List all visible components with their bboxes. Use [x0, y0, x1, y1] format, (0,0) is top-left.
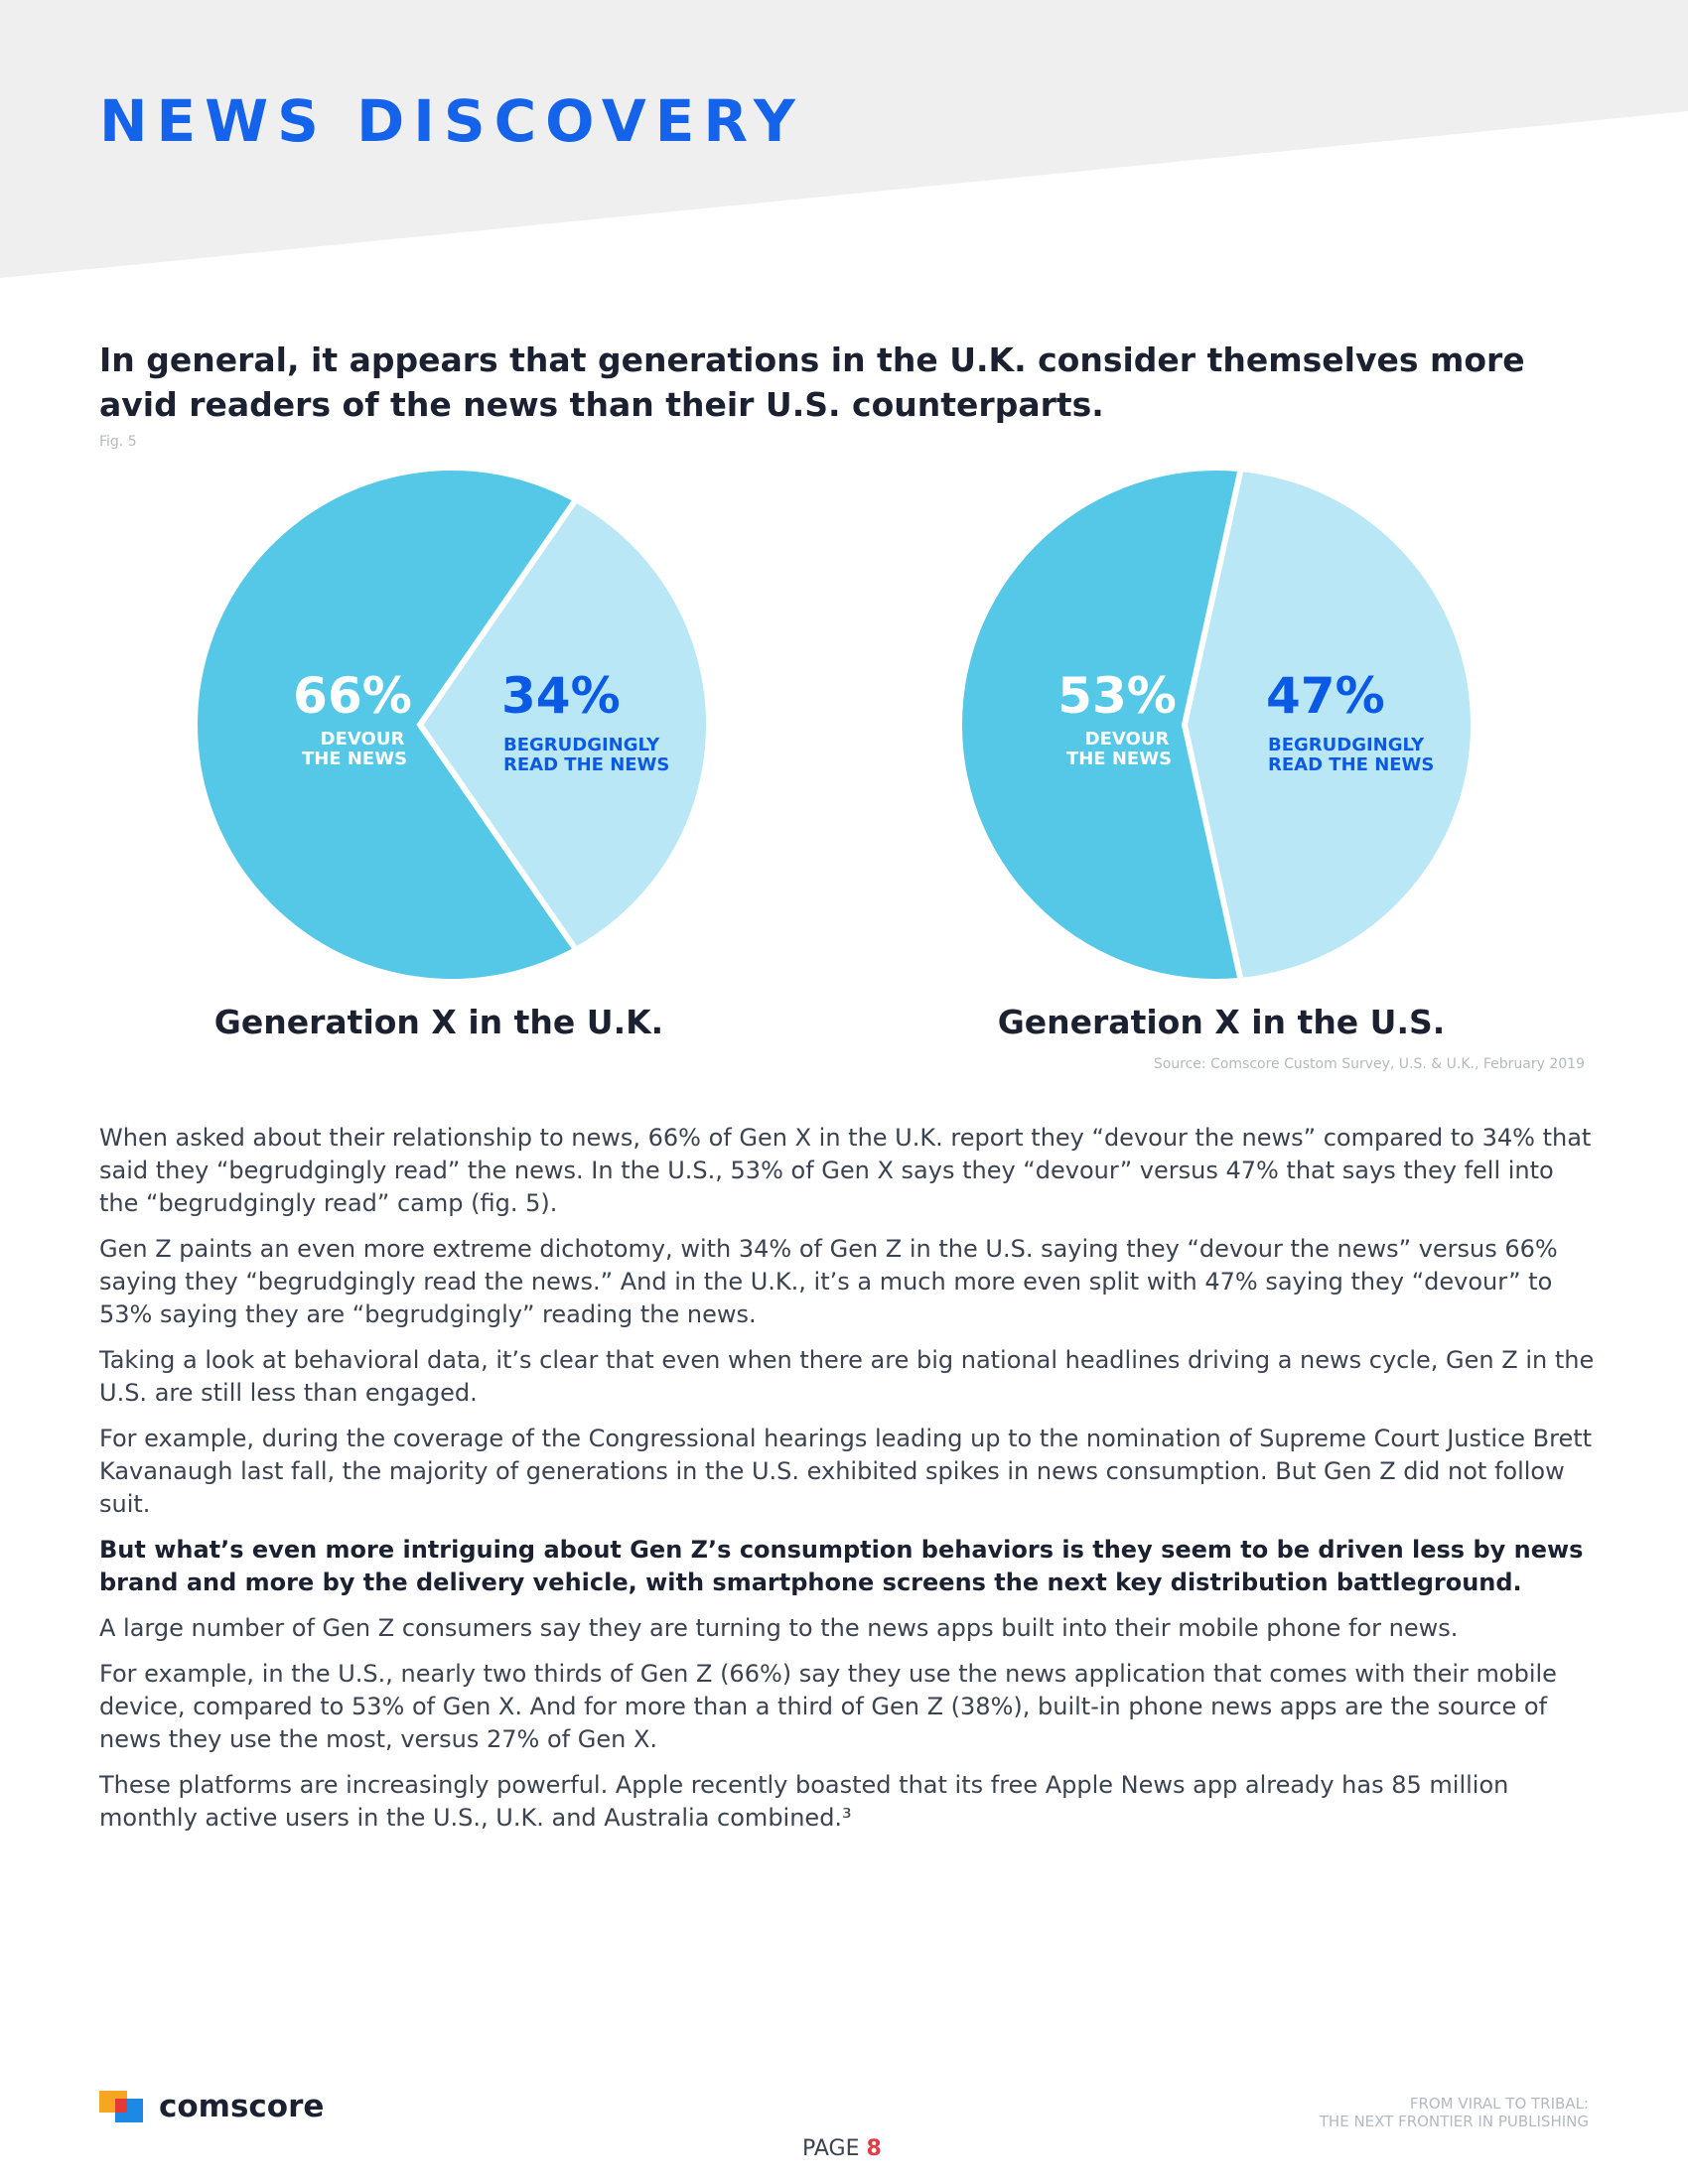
- chart-title-uk: Generation X in the U.K.: [213, 1003, 664, 1041]
- headline: In general, it appears that generations in the U.K. consider themselves more avid readers of the news than their U.S. counterparts.: [99, 341, 1525, 424]
- paragraph: Taking a look at behavioral data, it’s clear that even when there are big national headlines driving a news cycle, Gen Z in the U.S. are still less than engaged.: [99, 1346, 1595, 1407]
- begrudgingly-percent: 47%: [1266, 667, 1385, 725]
- begrudgingly-label-line1: BEGRUDGINGLY: [503, 735, 660, 755]
- begrudgingly-label-line2: READ THE NEWS: [503, 754, 670, 775]
- pie-chart-uk-svg: [174, 457, 730, 993]
- paragraph: A large number of Gen Z consumers say they are turning to the news apps built into their mobile phone for news.: [99, 1614, 1459, 1642]
- pie-chart-uk: [174, 457, 730, 993]
- paragraph: These platforms are increasingly powerful. Apple recently boasted that its free Apple News app already has 85 million monthly active users in the U.S., U.K. and Australia combined.³: [99, 1771, 1509, 1832]
- comscore-logo-icon: [99, 2091, 147, 2126]
- devour-label-line2: THE NEWS: [1065, 749, 1173, 769]
- page-number: [802, 2136, 882, 2161]
- paragraph: Gen Z paints an even more extreme dichotomy, with 34% of Gen Z in the U.S. saying they “devour the news” versus 66% saying they “begrudgingly read the news.” And in the U.K., it’s a much more even split with 47% saying they “devour” to 53% saying they are “begrudgingly” reading the news.: [99, 1235, 1558, 1328]
- tagline-line-1: FROM VIRAL TO TRIBAL:: [1409, 2095, 1589, 2113]
- page-label: PAGE: [802, 2136, 860, 2161]
- begrudgingly-percent: 34%: [501, 667, 621, 725]
- devour-label-line1: DEVOUR: [320, 729, 405, 750]
- paragraph: For example, in the U.S., nearly two thirds of Gen Z (66%) say they use the news application that comes with their mobile device, compared to 53% of Gen X. And for more than a third of Gen Z (38%), built-in phone news apps are the source of news they use the most, versus 27% of Gen X.: [99, 1660, 1557, 1753]
- devour-percent: 66%: [293, 667, 412, 725]
- paragraph: When asked about their relationship to news, 66% of Gen X in the U.K. report they “devour the news” compared to 34% that said they “begrudgingly read” the news. In the U.S., 53% of Gen X says they “devour” versus 47% that says they fell into the “begrudgingly read” camp (fig. 5).: [99, 1124, 1592, 1217]
- begrudgingly-label-line2: READ THE NEWS: [1268, 754, 1435, 775]
- page-number-value: 8: [866, 2136, 882, 2161]
- paragraph: For example, during the coverage of the Congressional hearings leading up to the nomination of Supreme Court Justice Brett Kavanaugh last fall, the majority of generations in the U.S. exhibited spikes in news consumption. But Gen Z did not follow suit.: [99, 1425, 1593, 1518]
- paragraph-emphasis: But what’s even more intriguing about Gen Z’s consumption behaviors is they seem to be driven less by news brand and more by the delivery vehicle, with smartphone screens the next key distribution battleground.: [99, 1536, 1584, 1596]
- figure-label: Fig. 5: [99, 434, 137, 450]
- page-title: NEWS DISCOVERY: [99, 87, 804, 155]
- devour-label-line2: THE NEWS: [301, 749, 408, 769]
- footer-tagline: [1320, 2095, 1589, 2130]
- source-note: Source: Comscore Custom Survey, U.S. & U.K., February 2019: [1153, 1056, 1585, 1072]
- brand-name: comscore: [159, 2089, 325, 2124]
- pie-slice-begrudgingly: [1185, 472, 1471, 978]
- article-body: [99, 1122, 1599, 1847]
- chart-title-us: Generation X in the U.S.: [997, 1003, 1446, 1041]
- begrudgingly-label-line1: BEGRUDGINGLY: [1268, 735, 1425, 755]
- tagline-line-2: THE NEXT FRONTIER IN PUBLISHING: [1319, 2113, 1589, 2130]
- devour-label-line1: DEVOUR: [1084, 729, 1170, 750]
- pie-chart-us: [938, 457, 1494, 993]
- devour-percent: 53%: [1057, 667, 1177, 725]
- pie-chart-us-svg: [938, 457, 1494, 993]
